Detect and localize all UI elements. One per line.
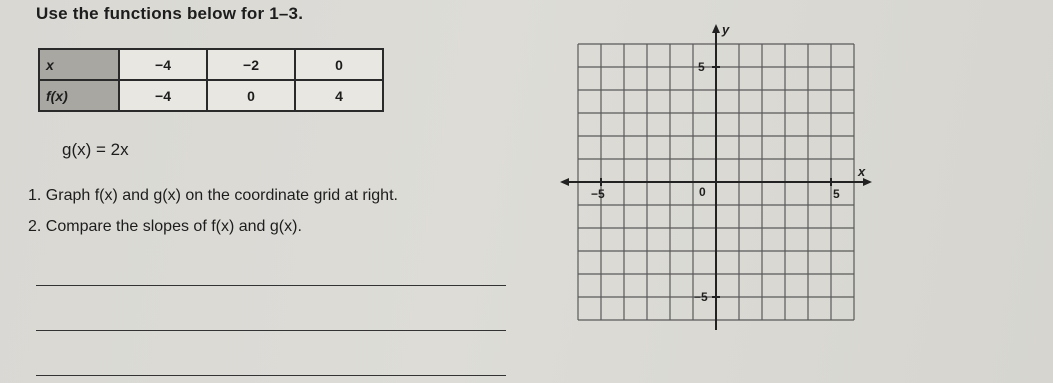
question-2: 2. Compare the slopes of f(x) and g(x). xyxy=(28,218,302,235)
y-tick-label: −5 xyxy=(694,290,708,304)
g-function-definition: g(x) = 2x xyxy=(62,140,129,159)
y-axis-label: y xyxy=(722,22,730,37)
table-cell: −4 xyxy=(119,80,207,111)
y-tick-label: 5 xyxy=(698,60,705,74)
answer-line[interactable] xyxy=(36,375,506,376)
fx-row-header: f(x) xyxy=(39,80,119,111)
x-tick-label: −5 xyxy=(591,187,605,201)
table-cell: −4 xyxy=(119,49,207,80)
table-row xyxy=(39,49,383,80)
arrow-left-icon xyxy=(560,178,569,186)
arrow-right-icon xyxy=(863,178,872,186)
table-cell: −2 xyxy=(207,49,295,80)
table-row xyxy=(39,80,383,111)
answer-line[interactable] xyxy=(36,330,506,331)
x-axis-label: x xyxy=(858,164,866,179)
table-cell: 0 xyxy=(295,49,383,80)
x-row-header: x xyxy=(39,49,119,80)
coordinate-grid[interactable] xyxy=(560,20,880,330)
answer-line[interactable] xyxy=(36,285,506,286)
table-cell: 0 xyxy=(207,80,295,111)
instructions-heading: Use the functions below for 1–3. xyxy=(36,4,304,23)
origin-label: 0 xyxy=(699,185,706,199)
question-1: 1. Graph f(x) and g(x) on the coordinate grid at right. xyxy=(28,187,398,204)
arrow-up-icon xyxy=(712,24,720,33)
axes xyxy=(560,24,872,330)
function-table xyxy=(38,48,384,112)
x-tick-label: 5 xyxy=(833,187,840,201)
table-cell: 4 xyxy=(295,80,383,111)
